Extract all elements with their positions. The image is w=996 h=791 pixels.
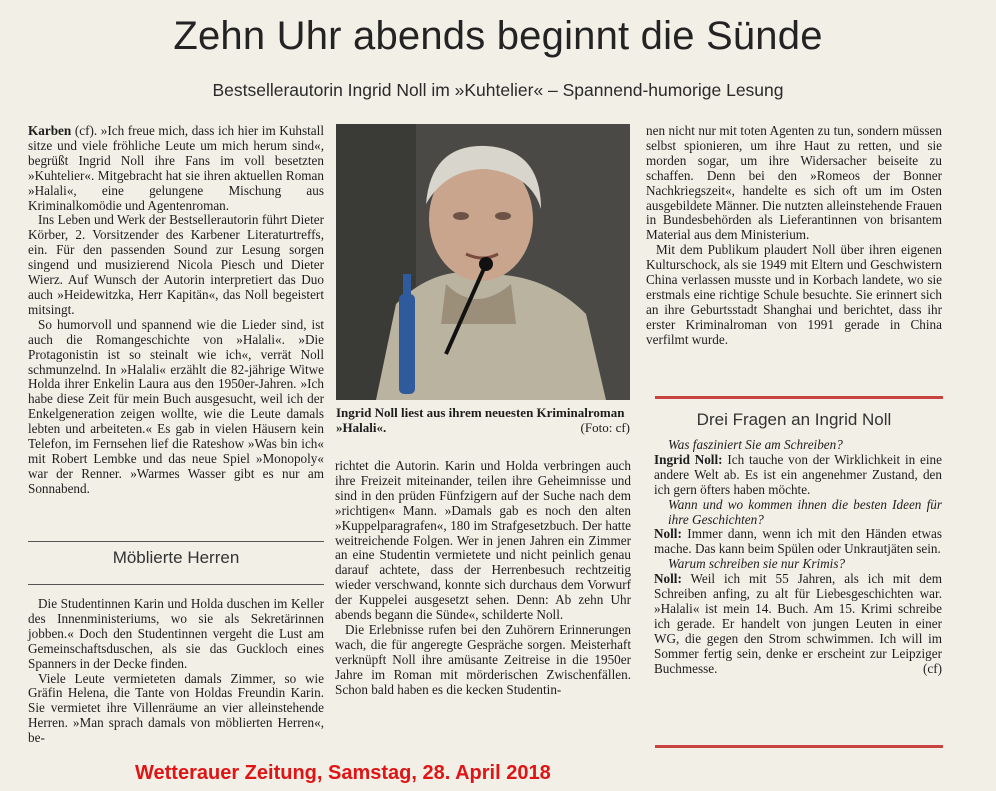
dateline: Karben [28,123,72,138]
box-bottom-rule [655,745,943,748]
article-column-1-continued [28,597,324,746]
paragraph: So humorvoll und spannend wie die Lieder sind, ist auch die Romangeschichte von »Halali«. »Die Protagonistin ist so steinalt wie ich«, verrät Noll schmunzelnd. In »Halali« erzählt die 82-jährige Witwe Holda ihrer Enkelin Laura aus den 1950er-Jahren. »Ich habe diese Zeit für mein Buch ausgesucht, weil ich der Enkelgeneration zeigen wollte, wie die Leute damals lebten und arbeiteten.« Es gab in vielen Häusern kein Telefon, im Fernsehen lief die Rateshow »Was bin ich« mit Robert Lembke und das neue Spiel »Monopoly« war der Renner. »Warmes Wasser gibt es nur am Sonnabend. [28,316,324,496]
photo-credit: (Foto: cf) [580,420,630,435]
interview-box-title: Drei Fragen an Ingrid Noll [696,410,892,429]
question: Wann und wo kommen ihnen die besten Ideen für ihre Geschichten? [668,496,942,527]
question: Was fasziniert Sie am Schreiben? [668,437,843,452]
headline: Zehn Uhr abends beginnt die Sünde [173,14,823,58]
paragraph: richtet die Autorin. Karin und Holda verbringen auch ihre Freizeit miteinander, teilen ihre Geheimnisse und sind in den prüden Fünfzigern auf der Suche nach dem »richtigen« Mann. »Damals gab es noch den alten »Kuppelparagrafen«, 180 im Strafgesetzbuch. Der hatte weitreichende Folgen. Wer in jenen Jahren ein Zimmer an eine Studentin vermietete und nicht peinlich genau darauf achtete, dass der Herrenbesuch rechtzeitig wieder verschwand, konnte sich durchaus dem Vorwurf der Kuppelei ausgesetzt sehen. Denn: Ab zehn Uhr abends begann die Sünde«, schilderte Noll. [335,458,631,623]
answer: Noll: Weil ich mit 55 Jahren, als ich mit dem Schreiben anfing, zu alt für Liebesgeschichten war. »Halali« ist mein 14. Buch. Am 15. Krimi schreibe ich gerade. Er handelt von jungen Leuten in einer WG, die gegen den Strom schwimmen. Ich will im Sommer fertig sein, denke er erscheint zur Leipziger Buchmesse. (cf) [654,571,942,676]
subheadline: Bestsellerautorin Ingrid Noll im »Kuhtelier« – Spannend-humorige Lesung [212,80,784,100]
article-column-2 [335,459,631,698]
article-column-1 [28,124,324,497]
divider [28,584,324,585]
caption-text: Ingrid Noll liest aus ihrem neuesten Kriminalroman »Halali«. [336,405,625,435]
article-column-3 [646,124,942,348]
paragraph: Die Erlebnisse rufen bei den Zuhörern Erinnerungen wach, die für angeregte Gespräche sorgen. Meisterhaft verknüpft Noll ihre amüsante Zeitreise in die 1950er Jahre im Roman mit mörderischen Zwischenfällen. Schon bald haben es die kecken Studentin- [335,621,631,697]
paragraph: Mit dem Publikum plaudert Noll über ihren eigenen Kulturschock, als sie 1949 mit Eltern und Geschwistern China verlassen musste und in Korbach landete, wo sie erstmals eine richtige Schule besuchte. Sie erinnert sich an ihre Geburtsstadt Shanghai und berichtet, dass ihr erster Kriminalroman von 1991 gerade in China verfilmt wurde. [646,242,942,347]
box-top-rule [655,396,943,399]
paragraph: Karben (cf). »Ich freue mich, dass ich hier im Kuhstall sitze und viele fröhliche Leute um mich herum sind«, begrüßt Ingrid Noll ihre Fans im voll besetzten »Kuhtelier«. Mitgebracht hat sie ihren aktuellen Roman »Halali«, eine gelungene Mischung aus Kriminalkomödie und Agentenroman. [28,123,324,213]
section-heading: Möblierte Herren [112,548,240,567]
answer: Noll: Immer dann, wenn ich mit den Händen etwas mache. Das kann beim Spülen oder Unkrautjäten sein. [654,526,942,557]
paragraph: Ins Leben und Werk der Bestsellerautorin führt Dieter Körber, 2. Vorsitzender des Karbener Literaturtreffs, ein. Für den passenden Sound zur Lesung sorgen singend und musizierend Nicola Piesch und Dieter Wierz. Auf Wunsch der Autorin interpretiert das Duo auch »Heidewitzka, Herr Kapitän«, das Noll begeistert mitsingt. [28,212,324,317]
answer: Ingrid Noll: Ich tauche von der Wirklichkeit in eine andere Welt ab. Es ist ein angenehmer Zustand, den ich gern öfters haben möchte. [654,451,942,497]
interview-box [654,438,942,677]
author-photo [336,124,630,400]
author-photo-illustration [336,124,630,400]
divider [28,541,324,542]
paragraph: Die Studentinnen Karin und Holda duschen im Keller des Innenministeriums, wo sie als Sekretärinnen jobben.« Doch den Studentinnen vergeht die Lust am Gemeinschaftsduschen, als sie das Guckloch eines Spanners in der Decke finden. [28,596,324,671]
paragraph: Viele Leute vermieteten damals Zimmer, so wie Gräfin Helena, die Tante von Holdas Freundin Karin. Sie vermietet ihre Villenräume an vier alleinstehende Herren. »Man sprach damals von möblierten Herren«, be- [28,670,324,746]
photo-caption [336,405,630,435]
paragraph: nen nicht nur mit toten Agenten zu tun, sondern müssen selbst spionieren, um ihre Haut zu retten, und sie morden sogar, um ihre Widersacher beiseite zu schaffen. Denn bei den »Romeos der Bonner Nachkriegszeit«, handelte es sich oft um im Osten ausgebildete Männer. Die nutzten alleinstehende Frauen in Bundesbehörden als Lieferantinnen von brisantem Material aus dem Ministerium. [646,123,942,243]
question: Warum schreiben sie nur Krimis? [668,556,846,572]
publication-footer: Wetterauer Zeitung, Samstag, 28. April 2018 [135,762,551,784]
